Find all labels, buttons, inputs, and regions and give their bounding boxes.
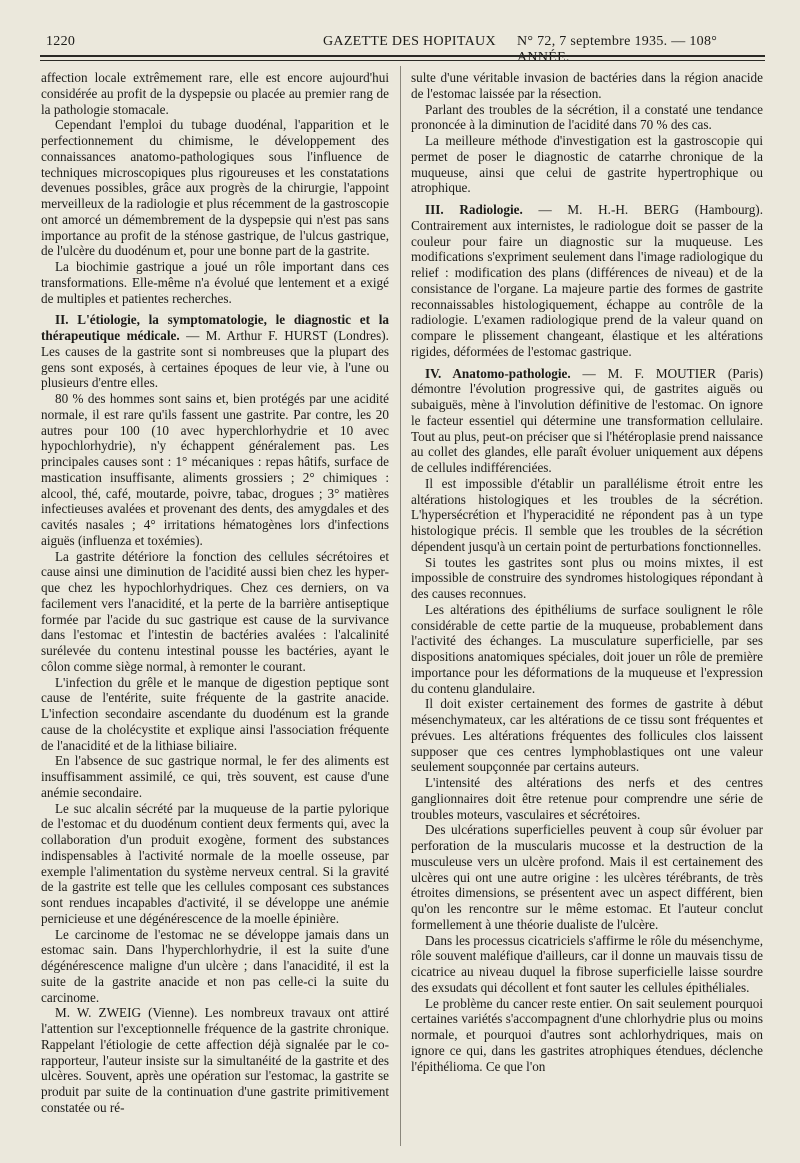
paragraph (411, 602, 763, 697)
paragraph (411, 202, 763, 360)
paragraph (411, 696, 763, 775)
paragraph-text: — M. F. MOUTIER (Paris) démontre l'évolution progressive qui, de gastrites aiguës ou subaiguës, mène à l'involution définitive de l'estomac. On ignore le facteur essentiel qui détermine une transformation cellulaire. Tout au plus, peut-on préciser que si l'hétéroplasie prend naissance au collet des glandes, elle paraît évoluer uniquement aux dépens de cellules indifférenciées. (411, 365, 764, 475)
paragraph (411, 133, 763, 196)
paragraph-text: Parlant des troubles de la sécrétion, il a constaté une tendance prononcée à la diminution de l'acidité dans 70 % des cas. (411, 101, 763, 133)
column-divider (400, 66, 401, 1146)
paragraph-text: La gastrite détériore la fonction des cellules sécrétoires et cause ainsi une diminution de l'acidité aussi bien chez les hyper- que chez les hypochlorhydriques. Chez ces derniers, on va facilement vers l'anacidité, et la perte de la barrière antiseptique formée par l'acide du suc gastrique est cause de la survivance dans l'estomac et l'intestin de bactéries avalées : l'alcalinité surélevée du contenu intestinal pousse les bactéries, ayant le côlon comme siège normal, à remonter le courant. (41, 548, 389, 674)
paragraph (41, 927, 389, 1006)
paragraph-text: — M. Arthur F. HURST (Londres). Les causes de la gastrite sont si nombreuses que la plupart des gens sont exposés, à certaines époques de leur vie, à l'une ou plusieurs d'entre elles. (41, 328, 389, 391)
header-rule-thin (40, 60, 765, 61)
page-number: 1220 (46, 34, 76, 49)
paragraph (41, 1005, 389, 1115)
paragraph-text: Des ulcérations superficielles peuvent à coup sûr évoluer par perforation de la muscularis mucosse et la destruction de la musculeuse vers un ulcère profond. Mais il est certainement des ulcères qui ont une autre origine : les ulcères térébrants, de très étroites dimensions, se présentent avec un aspect différent, bien qu'on les rencontre sur le même estomac. Et l'auteur conclut formellement à une théorie dualiste de l'ulcère. (411, 822, 763, 932)
paragraph (411, 933, 763, 996)
paragraph-text: La biochimie gastrique a joué un rôle important dans ces transformations. Elle-même n'a évolué que lentement et a exigé de multiples et patientes recherches. (41, 259, 389, 306)
paragraph-text: En l'absence de suc gastrique normal, le fer des aliments est insuffisamment assimilé, ce qui, très souvent, est cause d'une anémie secondaire. (41, 753, 389, 800)
paragraph (411, 476, 763, 555)
paragraph (411, 70, 763, 102)
section-heading: II. L'étiologie, la symptomatologie, le diagnostic et la thérapeutique médicale. (41, 312, 389, 343)
paragraph-text: Le problème du cancer reste entier. On sait seulement pourquoi certaines variétés s'accompagnent d'une chlorhydrie plus ou moins normale, et pourquoi d'autres sont achlorhydriques, mais on ignore ce qui, dans les gastrites atrophiques étendues, déclenche l'épithélioma. Ce que l'on (411, 995, 763, 1074)
paragraph-text: Les altérations des épithéliums de surface soulignent le rôle considérable de cette partie de la muqueuse, probablement dans l'activité des échanges. La musculature superficielle, par ses dispositions anatomiques spéciales, doit jouer un rôle de première importance pour les déformations de la muqueuse et l'expression du contenu glandulaire. (411, 601, 763, 696)
paragraph (411, 775, 763, 822)
paragraph-text: Dans les processus cicatriciels s'affirme le rôle du mésenchyme, rôle souvent maléfique d'ailleurs, car il donne un mauvais tissu de cicatrice au niveau duquel la fibrose superficielle laisse sourdre des exsudats qui décollent et font sauter les cellules épithéliales. (411, 932, 763, 995)
paragraph-text: sulte d'une véritable invasion de bactéries dans la région anacide de l'estomac laissée par la résection. (411, 70, 763, 101)
journal-title: GAZETTE DES HOPITAUX (323, 34, 496, 49)
page-header (40, 30, 765, 65)
paragraph-text: L'infection du grêle et le manque de digestion peptique sont cause de l'entérite, suite fréquente de la gastrite anacide. L'infection secondaire ascendante du duodénum est la grande cause de la cholécystite et explique ainsi l'association fréquente de l'anacidité et de la lithiase biliaire. (41, 674, 389, 753)
paragraph (411, 366, 763, 476)
paragraph (41, 312, 389, 391)
paragraph (41, 259, 389, 306)
paragraph (411, 102, 763, 134)
section-heading: III. Radiologie. (425, 202, 523, 217)
issue-info: N° 72, 7 septembre 1935. — 108° ANNÉE. (517, 34, 718, 65)
paragraph-text: 80 % des hommes sont sains et, bien protégés par une acidité normale, il est rare qu'ils fassent une gastrite. Par contre, les 20 autres pour 100 (10 avec hyperchlorhydrie et 10 avec hypochlorhydrie), n'y échappent généralement pas. Les principales causes sont : 1° mécaniques : repas hâtifs, surface de mastication insuffisante, aliments grossiers ; 2° chimiques : alcool, thé, café, moutarde, poivre, tabac, drogues ; 3° matières infectieuses avalées et provenant des dents, des amygdales et des cavités nasales ; 4° irritations hématogènes lors d'infections aiguës (influenza et toxémies). (41, 391, 389, 548)
paragraph (41, 549, 389, 675)
right-column (411, 70, 763, 1074)
left-column (41, 70, 389, 1116)
paragraph-text: La meilleure méthode d'investigation est la gastroscopie qui permet de poser le diagnostic de catarrhe chronique de la muqueuse, ainsi que celui de gastrite hypertrophique ou atrophique. (411, 133, 763, 196)
paragraph (411, 822, 763, 932)
header-rule (40, 55, 765, 57)
paragraph-text: Si toutes les gastrites sont plus ou moins mixtes, il est impossible de construire des syndromes histologiques répondant à des causes reconnues. (411, 554, 763, 601)
paragraph (41, 753, 389, 800)
paragraph (41, 117, 389, 259)
paragraph-text: Il doit exister certainement des formes de gastrite à début mésenchymateux, car les altérations de ce tissu sont fréquentes et prévues. Les altérations fréquentes des follicules clos laissent supposer que ces centres lymphoblastiques ont une valeur seulement soupçonnée par certains auteurs. (411, 696, 763, 775)
paragraph-text: Cependant l'emploi du tubage duodénal, l'apparition et le perfectionnement du chimisme, le développement des connaissances anatomo-pathologiques sous l'influence de techniques microscopiques plus rigoureuses et les constatations devenues possibles, grâce aux progrès de la chirurgie, l'appoint merveilleux de la radiologie et plus récemment de la gastroscopie ont amorcé un démembrement de la dyspepsie qui n'est pas sans importance au profit de la sténose gastrique, de l'ulcus gastrique, de l'ulcère du duodénum et, pour une bonne part de la gastrite. (41, 117, 389, 259)
section-heading: IV. Anatomo-pathologie. (425, 365, 571, 381)
paragraph (41, 70, 389, 117)
paragraph (41, 391, 389, 549)
paragraph-text: — M. H.-H. BERG (Hambourg). Contrairement aux internistes, le radiologue doit se passer de la couleur pour faire un diagnostic sur la muqueuse. Les modifications s'expriment seulement dans l'image radiologique du relief : modification des plans (différences de niveau) et de la consistance de l'organe. La majeure partie des formes de gastrite reconnaissables histologiquement, échappe au contrôle de la radiologie. L'examen radiologique prend de la valeur quand on compare le plissement changeant, élastique et les altérations rigides, déformées de l'estomac gastrique. (411, 202, 763, 359)
paragraph-text: M. W. ZWEIG (Vienne). Les nombreux travaux ont attiré l'attention sur l'exceptionnelle fréquence de la gastrite chronique. Rappelant l'étiologie de cette affection déjà signalée par le co-rapporteur, l'auteur insiste sur la simultanéité de la gastrite et des ulcères. Souvent, après une opération sur l'estomac, la gastrite se produit par suite de la continuation d'une gastrite primitivement constatée ou ré- (41, 1005, 389, 1115)
paragraph (411, 555, 763, 602)
paragraph-text: Il est impossible d'établir un parallélisme étroit entre les altérations histologiques et les troubles de la sécrétion. L'hypersécrétion et l'hyperacidité ne répondent pas à un type histologique précis. Il semble que les troubles de la sécrétion dépendent jusqu'à un certain point de perturbations fonctionnelles. (411, 475, 763, 554)
paragraph (41, 675, 389, 754)
paragraph-text: affection locale extrêmement rare, elle est encore aujourd'hui considérée au profit de la dyspepsie ou placée au premier rang de la pathologie stomacale. (41, 70, 389, 117)
paragraph-text: Le carcinome de l'estomac ne se développe jamais dans un estomac sain. Dans l'hyperchlorhydrie, il est la suite d'une dégénérescence maligne d'un ulcère ; dans l'anacidité, il est la suite de la gastrite anacide et non pas celle-ci la suite du carcinome. (41, 926, 389, 1005)
paragraph-text: L'intensité des altérations des nerfs et des centres ganglionnaires doit être retenue pour comprendre une série de troubles moteurs, vasculaires et sécrétoires. (411, 775, 763, 822)
paragraph (411, 996, 763, 1075)
paragraph (41, 801, 389, 927)
paragraph-text: Le suc alcalin sécrété par la muqueuse de la partie pylorique de l'estomac et du duodénum contient deux ferments qui, avec la collaboration d'un produit exogène, forment des substances indispensables à l'activité normale de la moelle osseuse, par exemple l'alimentation du système nerveux central. Si la gravité de la gastrite est telle que les cellules composant ces substances sont rendues incapables d'activité, il se développe une anémie pernicieuse et une dégénérescence de la moelle épinière. (41, 800, 389, 926)
